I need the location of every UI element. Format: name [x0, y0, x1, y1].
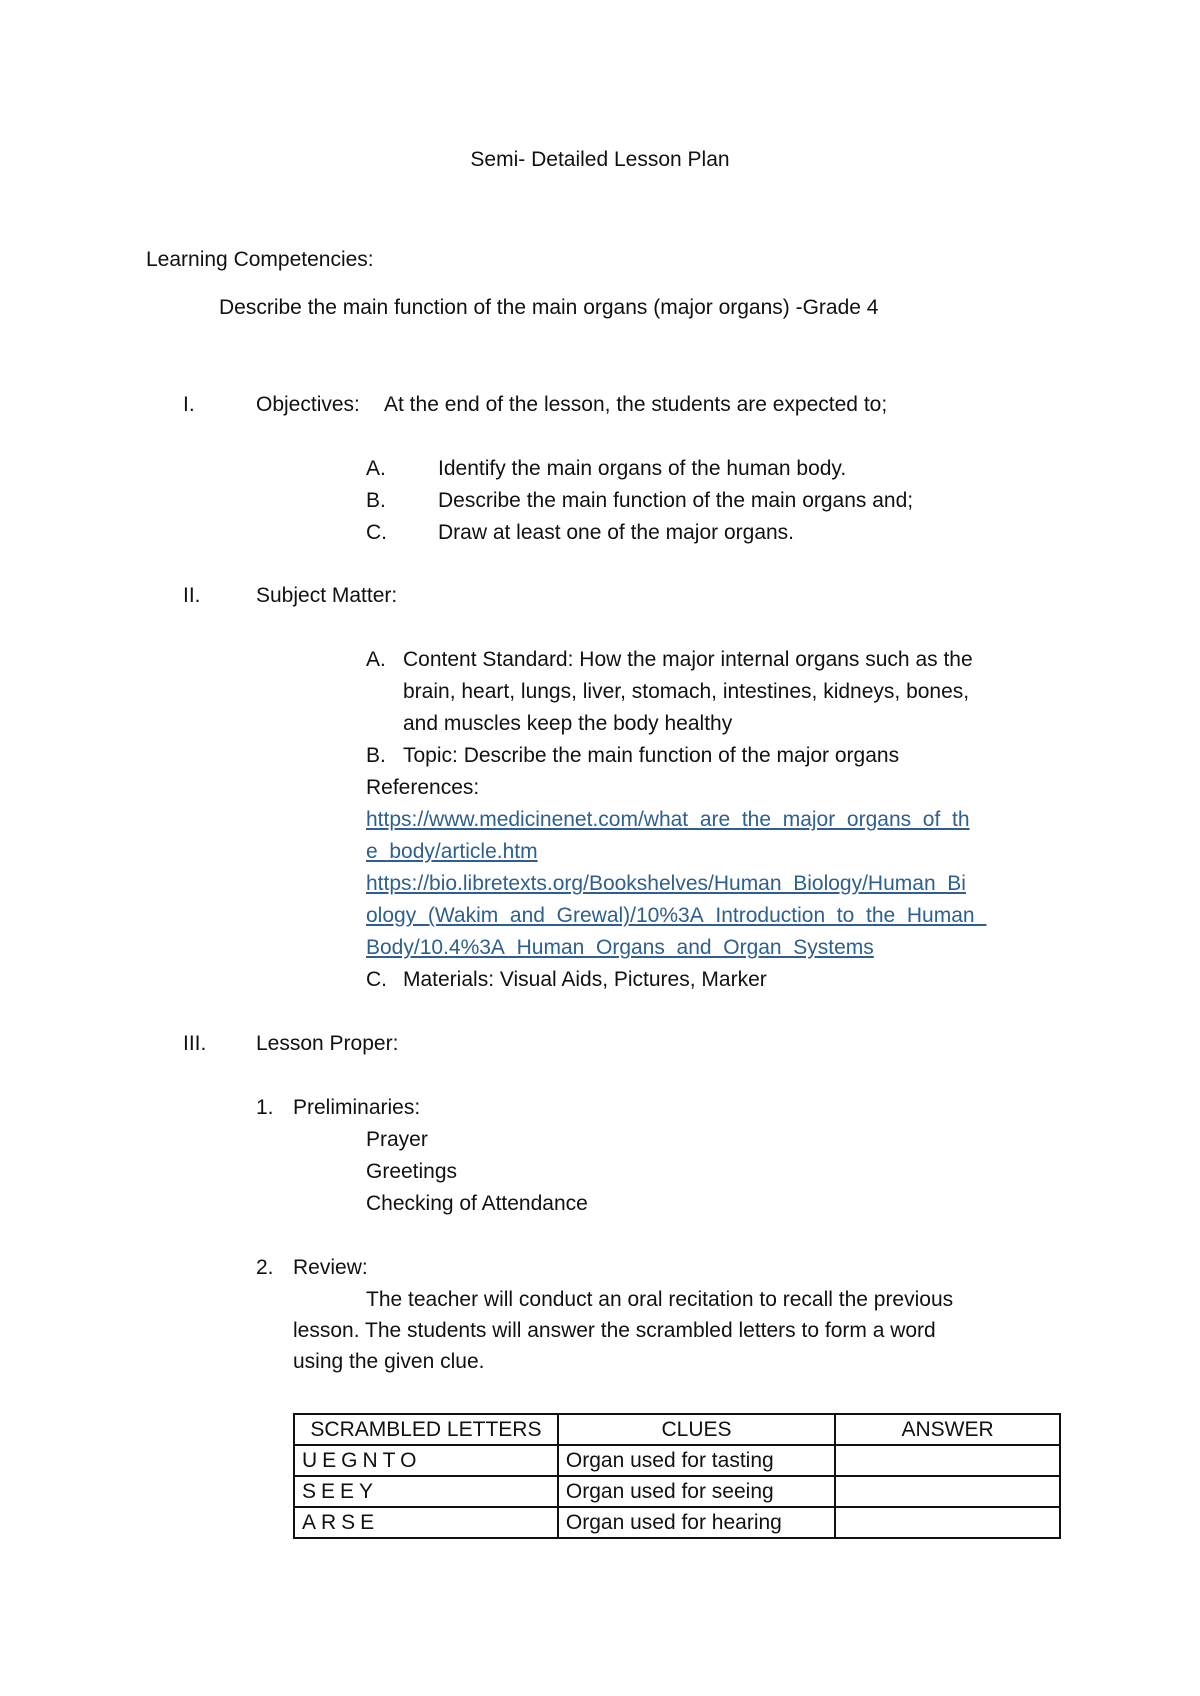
clue-cell: Organ used for hearing [558, 1507, 835, 1538]
answer-cell[interactable] [835, 1507, 1060, 1538]
scrambled-word-cell: SEEY [294, 1476, 558, 1507]
subject-matter-numeral: II. [183, 584, 201, 607]
column-header-scrambled: SCRAMBLED LETTERS [294, 1414, 558, 1445]
review-line: using the given clue. [293, 1350, 485, 1373]
content-standard-line: Content Standard: How the major internal organs such as the [403, 648, 973, 671]
table-row [294, 1476, 1060, 1507]
clue-cell: Organ used for tasting [558, 1445, 835, 1476]
document-title: Semi- Detailed Lesson Plan [470, 148, 730, 171]
review-heading: Review: [293, 1256, 368, 1279]
objective-text: Identify the main organs of the human body. [438, 457, 847, 480]
review-number: 2. [256, 1256, 274, 1279]
reference-link[interactable]: https://www.medicinenet.com/what_are_the_major_organs_of_th [366, 808, 970, 831]
references-label: References: [366, 776, 480, 799]
preliminaries-number: 1. [256, 1096, 274, 1119]
scrambled-word-cell: ARSE [294, 1507, 558, 1538]
preliminary-item: Greetings [366, 1160, 458, 1183]
clue-cell: Organ used for seeing [558, 1476, 835, 1507]
objective-letter: B. [366, 489, 386, 512]
preliminary-item: Prayer [366, 1128, 428, 1151]
subject-matter-heading: Subject Matter: [256, 584, 398, 607]
preliminary-item: Checking of Attendance [366, 1192, 588, 1215]
objective-text: Draw at least one of the major organs. [438, 521, 795, 544]
answer-cell[interactable] [835, 1445, 1060, 1476]
column-header-answer: ANSWER [835, 1414, 1060, 1445]
reference-link[interactable]: e_body/article.htm [366, 840, 538, 863]
reference-link[interactable]: Body/10.4%3A_Human_Organs_and_Organ_Systems [366, 936, 874, 959]
competencies-heading: Learning Competencies: [146, 248, 374, 271]
objective-letter: A. [366, 457, 386, 480]
objectives-numeral: I. [183, 393, 195, 416]
scrambled-word-cell: UEGNTO [294, 1445, 558, 1476]
column-header-clues: CLUES [558, 1414, 835, 1445]
answer-cell[interactable] [835, 1476, 1060, 1507]
scrambled-letters-table [293, 1413, 1061, 1539]
table-row [294, 1507, 1060, 1538]
materials-letter: C. [366, 968, 387, 991]
content-standard-letter: A. [366, 648, 386, 671]
review-line: The teacher will conduct an oral recitation to recall the previous [366, 1288, 954, 1311]
reference-link[interactable]: https://bio.libretexts.org/Bookshelves/Human_Biology/Human_Bi [366, 872, 966, 895]
topic-text: Topic: Describe the main function of the major organs [403, 744, 900, 767]
objectives-intro: At the end of the lesson, the students are expected to; [384, 393, 888, 416]
preliminaries-heading: Preliminaries: [293, 1096, 421, 1119]
topic-letter: B. [366, 744, 386, 767]
objective-text: Describe the main function of the main organs and; [438, 489, 914, 512]
reference-link[interactable]: ology_(Wakim_and_Grewal)/10%3A_Introduction_to_the_Human_ [366, 904, 987, 927]
content-standard-line: brain, heart, lungs, liver, stomach, intestines, kidneys, bones, [403, 680, 970, 703]
review-line: lesson. The students will answer the scrambled letters to form a word [293, 1319, 936, 1342]
objective-letter: C. [366, 521, 387, 544]
lesson-proper-heading: Lesson Proper: [256, 1032, 399, 1055]
materials-text: Materials: Visual Aids, Pictures, Marker [403, 968, 767, 991]
lesson-proper-numeral: III. [183, 1032, 207, 1055]
competencies-text: Describe the main function of the main organs (major organs) -Grade 4 [219, 296, 879, 319]
table-row [294, 1445, 1060, 1476]
content-standard-line: and muscles keep the body healthy [403, 712, 733, 735]
table-header-row [294, 1414, 1060, 1445]
objectives-heading: Objectives: [256, 393, 360, 416]
